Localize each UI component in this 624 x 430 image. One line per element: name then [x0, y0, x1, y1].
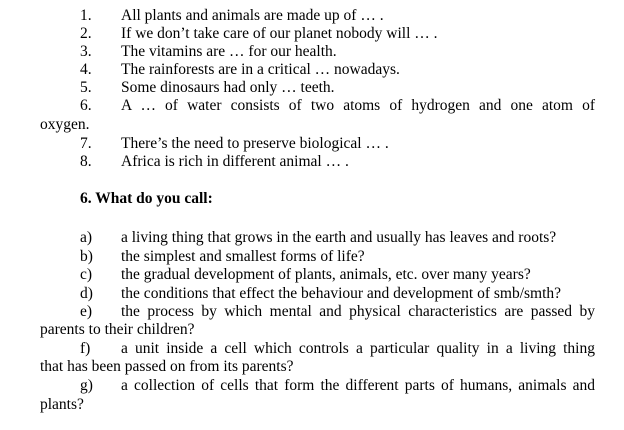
item-text: a living thing that grows in the earth and usually has leaves and roots?: [121, 229, 557, 246]
item-label: a): [80, 229, 93, 246]
item-text: Some dinosaurs had only … teeth.: [121, 79, 335, 96]
item-number: 3.: [80, 43, 92, 60]
item-label: c): [80, 266, 93, 283]
item-text: If we don’t take care of our planet nobody will … .: [121, 25, 438, 42]
item-label: d): [80, 285, 93, 302]
item-text: A … of water consists of two atoms of hydrogen and one atom of: [121, 97, 595, 114]
item-number: 6.: [80, 97, 92, 114]
item-text-continuation: oxygen.: [40, 116, 90, 133]
section-heading: 6. What do you call:: [80, 190, 213, 207]
item-number: 4.: [80, 61, 92, 78]
item-text-continuation: plants?: [40, 396, 84, 413]
item-text: All plants and animals are made up of … .: [121, 7, 384, 24]
item-number: 1.: [80, 7, 92, 24]
item-label: e): [80, 303, 93, 320]
item-label: f): [80, 340, 91, 357]
item-number: 2.: [80, 25, 92, 42]
item-text: There’s the need to preserve biological … .: [121, 135, 389, 152]
item-text: the gradual development of plants, animals, etc. over many years?: [121, 266, 531, 283]
item-label: b): [80, 248, 93, 265]
item-text-continuation: that has been passed on from its parents?: [40, 358, 294, 375]
item-text: the conditions that effect the behaviour and development of smb/smth?: [121, 285, 562, 302]
item-text: the process by which mental and physical characteristics are passed by: [121, 303, 595, 320]
item-text-continuation: parents to their children?: [40, 321, 195, 338]
item-text: The rainforests are in a critical … nowadays.: [121, 61, 400, 78]
item-text: the simplest and smallest forms of life?: [121, 248, 365, 265]
item-text: a unit inside a cell which controls a particular quality in a living thing: [121, 340, 595, 357]
item-number: 8.: [80, 153, 92, 170]
item-text: a collection of cells that form the different parts of humans, animals and: [121, 377, 595, 394]
item-number: 7.: [80, 135, 92, 152]
item-number: 5.: [80, 79, 92, 96]
item-text: The vitamins are … for our health.: [121, 43, 337, 60]
item-label: g): [80, 377, 93, 394]
item-text: Africa is rich in different animal … .: [121, 153, 349, 170]
